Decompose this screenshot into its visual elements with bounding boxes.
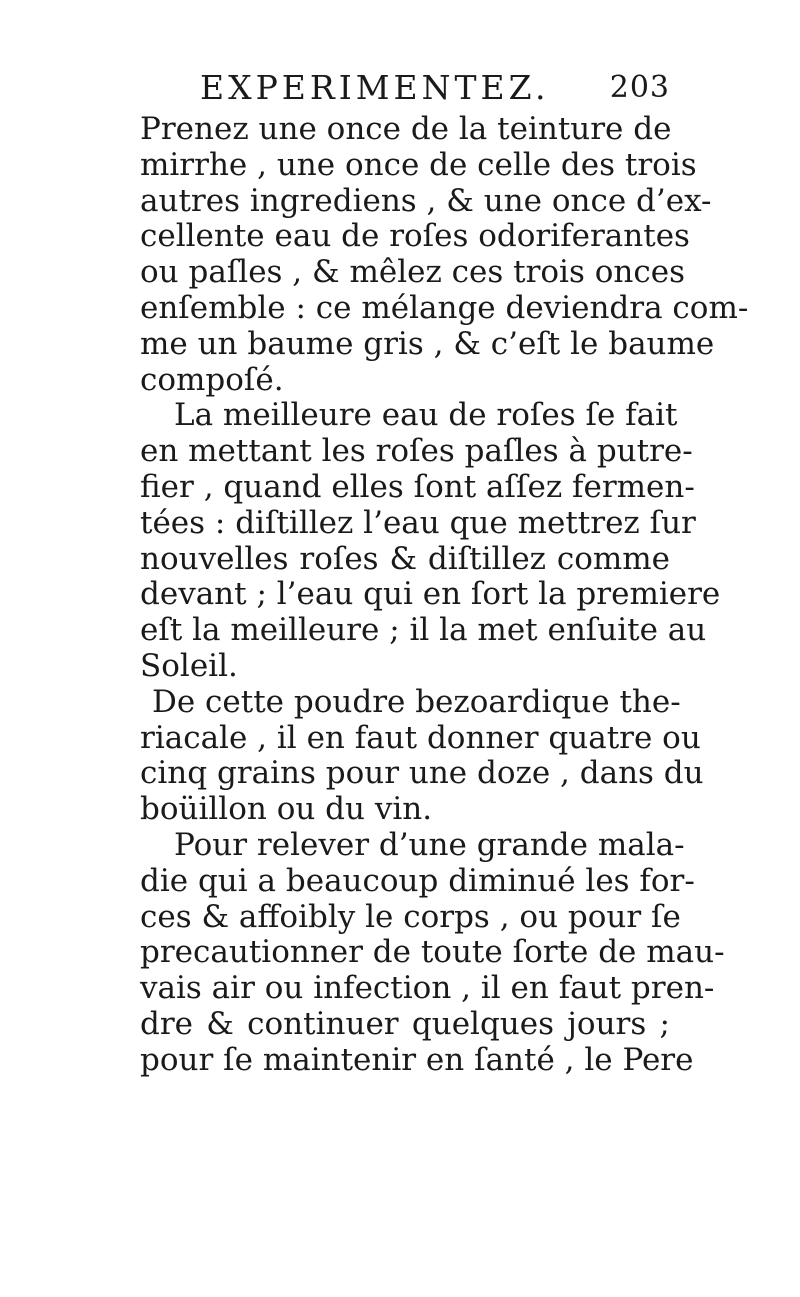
text-line: devant ; l’eau qui en ſort la premiere — [140, 576, 721, 613]
text-line: fier , quand elles ſont aſſez fermen- — [140, 468, 695, 505]
text-line: eſt la meilleure ; il la met enſuite au — [140, 612, 707, 649]
text-line: me un baume gris , & c’eſt le baume — [140, 325, 715, 362]
running-head — [140, 64, 670, 112]
text-line: boüillon ou du vin. — [140, 791, 433, 828]
text-line: La meilleure eau de roſes ſe fait — [174, 397, 678, 434]
text-line: nouvelles roſes & diſtillez comme — [140, 540, 670, 577]
text-line: dre & continuer quelques jours ; — [140, 1005, 670, 1042]
text-line: autres ingrediens , & une once d’ex- — [140, 182, 712, 219]
paragraph-1 — [140, 111, 749, 398]
text-line: Prenez une once de la teinture de — [140, 111, 672, 147]
text-line: De cette poudre bezoardique the- — [152, 683, 681, 720]
paragraph-4 — [140, 826, 725, 1079]
page-number: 203 — [609, 70, 670, 105]
paragraph-3 — [140, 683, 704, 828]
paragraph-2 — [140, 397, 721, 684]
running-title: EXPERIMENTEZ. — [200, 68, 550, 107]
text-line: tées : diſtillez l’eau que mettrez ſur — [140, 504, 696, 541]
text-line: ces & affoibly le corps , ou pour ſe — [140, 898, 681, 935]
text-line: vais air ou infection , il en faut pren- — [140, 970, 715, 1007]
text-line: Pour relever d’une grande mala- — [174, 826, 685, 863]
text-line: Soleil. — [140, 647, 238, 684]
text-line: cellente eau de roſes odoriferantes — [140, 218, 690, 255]
text-line: riacale , il en faut donner quatre ou — [140, 719, 701, 756]
text-line: pour ſe maintenir en ſanté , le Pere — [140, 1041, 694, 1078]
text-line: precautionner de toute ſorte de mau- — [140, 934, 725, 971]
text-line: mirrhe , une once de celle des trois — [140, 146, 697, 183]
text-line: cinq grains pour une doze , dans du — [140, 755, 704, 792]
text-line: enſemble : ce mélange deviendra com- — [140, 289, 749, 326]
text-line: en mettant les roſes paſles à putre- — [140, 433, 693, 470]
text-line: compoſé. — [140, 361, 284, 398]
text-line: die qui a beaucoup diminué les for- — [140, 862, 695, 899]
text-line: ou paſles , & mêlez ces trois onces — [140, 254, 685, 291]
text-block — [140, 64, 749, 1079]
